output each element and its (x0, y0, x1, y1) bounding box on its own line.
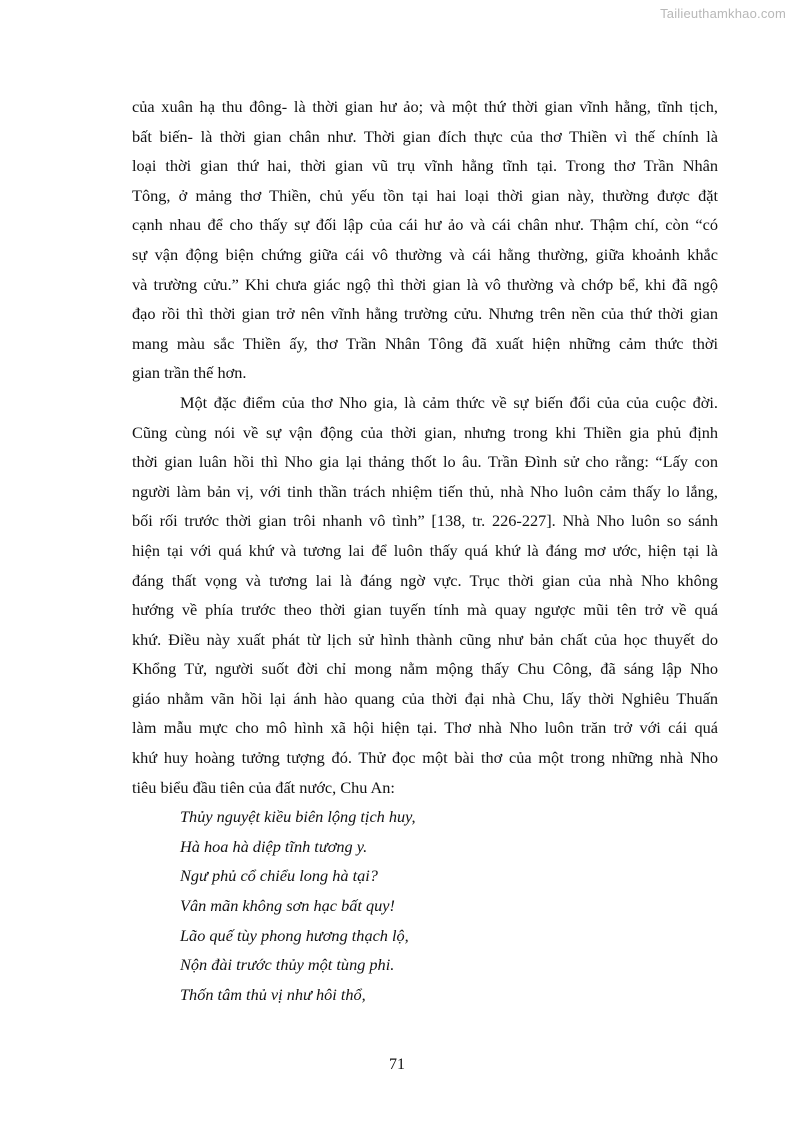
text-line: hướng về phía trước theo thời gian tuyến tính mà quay ngược mũi tên trở về quá (132, 600, 718, 620)
text-line: Một đặc điểm của thơ Nho gia, là cảm thức về sự biến đổi của của cuộc đời. (180, 392, 718, 412)
text-line: khứ huy hoàng tưởng tượng đó. Thử đọc một bài thơ của một trong những nhà Nho (132, 748, 718, 768)
page-number: 71 (389, 1056, 405, 1073)
text-line: hiện tại với quá khứ và tương lai để luôn thấy quá khứ là đáng mơ ước, hiện tại là (132, 540, 718, 560)
text-line: cạnh nhau để cho thấy sự đối lập của cái hư ảo và cái chân như. Thậm chí, còn “có (132, 215, 718, 235)
poem-verse: Lão quế tùy phong hương thạch lộ, (180, 925, 409, 945)
poem-verse: Thốn tâm thủ vị như hôi thổ, (180, 984, 366, 1004)
text-line: tiêu biểu đầu tiên của đất nước, Chu An: (132, 777, 395, 797)
paragraph-2 (132, 388, 718, 802)
text-line: gian trần thế hơn. (132, 363, 247, 383)
poem-verse: Nộn đài trước thủy một tùng phi. (180, 955, 395, 975)
poem-verse: Ngư phủ cổ chiểu long hà tại? (180, 866, 378, 886)
text-line: mang màu sắc Thiền ấy, thơ Trần Nhân Tông đã xuất hiện những cảm thức thời (132, 333, 718, 353)
text-line: thời gian luân hồi thì Nho gia lại thảng thốt lo âu. Trần Đình sử cho rằng: “Lấy con (132, 452, 718, 472)
text-line: đạo rồi thì thời gian trở nên vĩnh hằng trường cửu. Nhưng trên nền của thứ thời gian (132, 304, 718, 324)
text-line: đáng thất vọng và tương lai là đáng ngờ vực. Trục thời gian của nhà Nho không (132, 570, 718, 590)
text-line: Tông, ở mảng thơ Thiền, chủ yếu tồn tại hai loại thời gian này, thường được đặt (132, 185, 718, 205)
text-line: và trường cửu.” Khi chưa giác ngộ thì thời gian là vô thường và chớp bể, khi đã ngộ (132, 274, 718, 294)
page-body (132, 92, 718, 1009)
paragraph-1 (132, 92, 718, 388)
poem-verse: Thủy nguyệt kiều biên lộng tịch huy, (180, 807, 416, 827)
text-line: giáo nhằm vãn hồi lại ánh hào quang của thời đại nhà Chu, lấy thời Nghiêu Thuấn (132, 688, 718, 708)
poem-verse: Hà hoa hà diệp tĩnh tương y. (180, 836, 368, 856)
text-line: sự vận động biện chứng giữa cái vô thường và cái hằng thường, giữa khoảnh khắc (132, 244, 718, 264)
text-line: người làm bản vị, với tinh thần trách nhiệm tiến thủ, nhà Nho luôn cảm thấy lo lắng, (132, 481, 718, 501)
text-line: bất biến- là thời gian chân như. Thời gian đích thực của thơ Thiền vì thế chính là (132, 126, 718, 146)
text-line: loại thời gian thứ hai, thời gian vũ trụ vĩnh hằng tĩnh tại. Trong thơ Trần Nhân (132, 156, 718, 176)
poem-verse: Vân mãn không sơn hạc bất quy! (180, 896, 395, 916)
text-line: Khổng Tử, người suốt đời chỉ mong nằm mộng thấy Chu Công, đã sáng lập Nho (132, 659, 718, 679)
text-line: Cũng cùng nói về sự vận động của thời gian, nhưng trong khi Thiền gia phủ định (132, 422, 718, 442)
poem-block (180, 802, 718, 1009)
text-line: làm mẫu mực cho mô hình xã hội hiện tại. Thơ nhà Nho luôn trăn trở với cái quá (132, 718, 718, 738)
text-line: của xuân hạ thu đông- là thời gian hư ảo; và một thứ thời gian vĩnh hằng, tĩnh tịch, (132, 97, 718, 116)
text-line: bối rối trước thời gian trôi nhanh vô tình” [138, tr. 226-227]. Nhà Nho luôn so sánh (132, 511, 718, 531)
text-line: khứ. Điều này xuất phát từ lịch sử hình thành cũng như bản chất của học thuyết do (132, 629, 718, 649)
watermark: Tailieuthamkhao.com (660, 6, 786, 21)
